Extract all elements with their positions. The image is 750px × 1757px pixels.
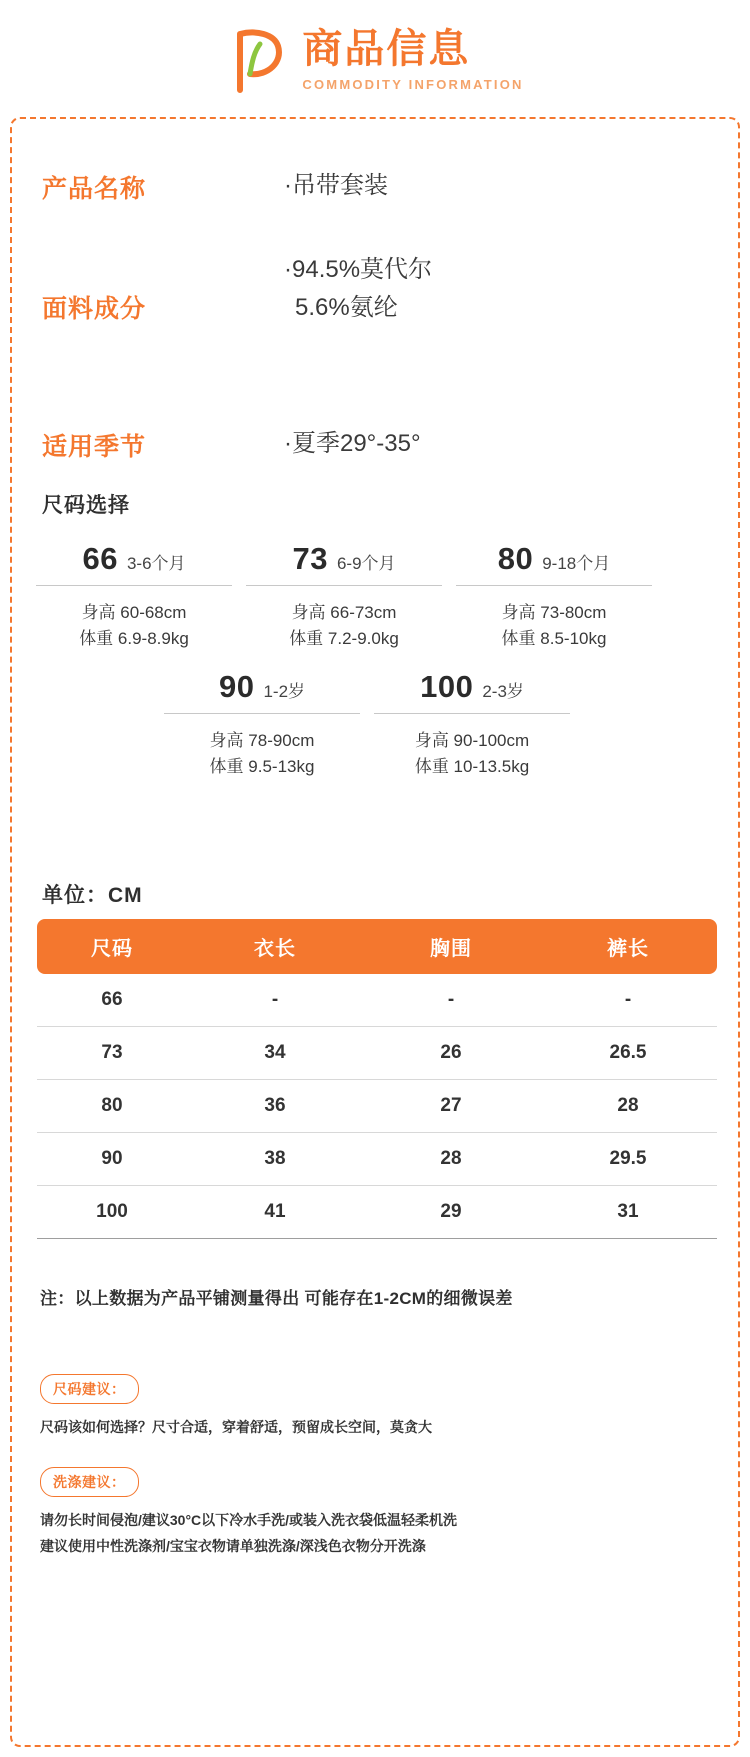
size-number: 100 — [420, 668, 474, 704]
table-row — [37, 1080, 717, 1133]
size-card-head — [36, 541, 232, 586]
size-age: 9-18个月 — [542, 554, 611, 573]
tips-section — [40, 1374, 700, 1560]
tip-body-wash — [40, 1508, 700, 1560]
tip-line: 建议使用中性洗涤剂/宝宝衣物请单独洗涤/深浅色衣物分开洗涤 — [40, 1537, 426, 1554]
size-detail — [164, 728, 360, 781]
tip-line: 尺码该如何选择？尺寸合适，穿着舒适，预留成长空间，莫贪大 — [40, 1419, 432, 1435]
size-card-80[interactable] — [456, 541, 652, 653]
header-inner — [226, 24, 523, 94]
size-card-73[interactable] — [246, 541, 442, 653]
info-label-product-name: 产品名称 — [42, 175, 147, 203]
size-age: 3-6个月 — [126, 554, 186, 573]
cell-size: 66 — [37, 974, 187, 1027]
size-number: 73 — [292, 541, 328, 576]
tip-group-size — [40, 1374, 700, 1441]
leaf-icon — [226, 24, 288, 94]
table-row — [37, 1027, 717, 1080]
table-header-length: 衣长 — [187, 919, 363, 974]
table-header-row — [37, 919, 717, 974]
cell-size: 80 — [37, 1080, 187, 1133]
product-info-block — [24, 139, 730, 509]
size-card-head — [374, 669, 570, 714]
size-height: 身高 73-80cm — [501, 603, 607, 622]
info-label-season: 适用季节 — [42, 433, 147, 461]
header-text — [302, 27, 523, 92]
unit-label: 单位：CM — [42, 884, 143, 907]
info-value-product-name: ·吊带套装 — [284, 172, 388, 199]
fabric-line-1: ·94.5%莫代尔 — [284, 256, 433, 283]
size-weight: 体重 9.5-13kg — [209, 757, 315, 777]
fabric-line-2: 5.6%氨纶 — [295, 294, 398, 322]
cell-pants: 29.5 — [539, 1133, 717, 1186]
size-card-66[interactable] — [36, 541, 232, 653]
size-weight: 体重 6.9-8.9kg — [79, 629, 189, 649]
size-number: 90 — [218, 668, 255, 704]
cell-bust: 27 — [363, 1080, 539, 1133]
tip-group-wash — [40, 1467, 700, 1560]
size-detail — [36, 600, 232, 653]
size-card-100[interactable] — [374, 669, 570, 781]
tip-body-size — [40, 1415, 700, 1441]
cell-bust: 29 — [363, 1186, 539, 1239]
table-body — [37, 974, 717, 1239]
cell-length: 41 — [187, 1186, 363, 1239]
table-row — [37, 1186, 717, 1239]
size-weight: 体重 8.5-10kg — [501, 629, 607, 649]
size-detail — [456, 600, 652, 653]
size-detail — [374, 728, 570, 781]
size-number: 80 — [497, 541, 534, 576]
cell-size: 100 — [37, 1186, 187, 1239]
size-card-row-2 — [24, 669, 730, 781]
size-age: 6-9个月 — [336, 554, 396, 573]
tip-line: 请勿长时间侵泡/建议30°C以下冷水手洗/或装入洗衣袋低温轻柔机洗 — [40, 1511, 458, 1528]
cell-length: 38 — [187, 1133, 363, 1186]
cell-bust: - — [363, 974, 539, 1027]
size-detail — [246, 600, 442, 653]
cell-pants: 28 — [539, 1080, 717, 1133]
page-title: 商品信息 — [302, 26, 471, 71]
cell-size: 90 — [37, 1133, 187, 1186]
size-selection-section — [24, 489, 730, 780]
size-age: 1-2岁 — [263, 681, 306, 701]
info-row-product-name — [24, 139, 730, 229]
size-card-head — [246, 541, 442, 586]
measurement-note: 注：以上数据为产品平铺测量得出 可能存在1-2CM的细微误差 — [40, 1289, 513, 1308]
cell-pants: - — [539, 974, 717, 1027]
cell-length: 34 — [187, 1027, 363, 1080]
size-card-head — [164, 669, 360, 714]
cell-pants: 31 — [539, 1186, 717, 1239]
cell-pants: 26.5 — [539, 1027, 717, 1080]
size-card-90[interactable] — [164, 669, 360, 781]
tip-tag-wash: 洗涤建议： — [40, 1467, 139, 1497]
cell-size: 73 — [37, 1027, 187, 1080]
table-header-bust: 胸围 — [363, 919, 539, 974]
table-row — [37, 1133, 717, 1186]
size-card-head — [456, 541, 652, 586]
cell-length: 36 — [187, 1080, 363, 1133]
table-header-pants: 裤长 — [539, 919, 717, 974]
size-height: 身高 78-90cm — [209, 730, 315, 750]
content-frame — [10, 117, 740, 1747]
size-selection-heading: 尺码选择 — [42, 494, 130, 517]
tip-tag-size: 尺码建议： — [40, 1374, 139, 1404]
size-card-row-1 — [24, 541, 730, 653]
info-value-fabric — [274, 229, 730, 328]
size-age: 2-3岁 — [482, 681, 524, 701]
size-height: 身高 66-73cm — [291, 603, 397, 622]
table-header-size: 尺码 — [37, 919, 187, 974]
cell-bust: 26 — [363, 1027, 539, 1080]
table-head — [37, 919, 717, 974]
info-label-fabric: 面料成分 — [42, 295, 147, 323]
table-row — [37, 974, 717, 1027]
size-height: 身高 90-100cm — [414, 730, 530, 750]
cell-length: - — [187, 974, 363, 1027]
page-subtitle: COMMODITY INFORMATION — [302, 76, 524, 92]
info-row-fabric — [24, 229, 730, 379]
size-weight: 体重 7.2-9.0kg — [289, 629, 399, 649]
size-number: 66 — [82, 541, 118, 576]
page-header — [0, 0, 750, 94]
size-height: 身高 60-68cm — [81, 603, 187, 622]
info-value-season: ·夏季29°-35° — [284, 430, 421, 457]
cell-bust: 28 — [363, 1133, 539, 1186]
size-weight: 体重 10-13.5kg — [414, 757, 530, 777]
size-measurement-table — [37, 919, 717, 1239]
